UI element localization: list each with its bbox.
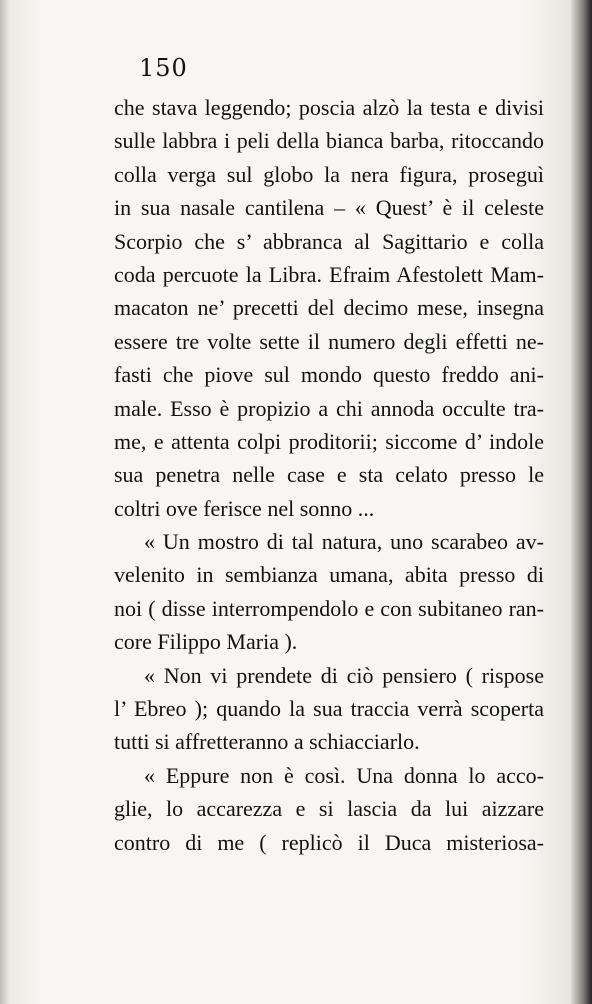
text-line: contro di me ( replicò il Duca misteriosa- — [114, 829, 544, 855]
body-text — [114, 91, 544, 859]
text-line: colla verga sul globo la nera figura, proseguì — [114, 161, 544, 187]
text-line: macaton ne’ precetti del decimo mese, insegna — [114, 295, 544, 321]
text-line: « Un mostro di tal natura, uno scarabeo av- — [144, 529, 544, 555]
text-line: coda percuote la Libra. Efraim Afestolett Mam- — [114, 261, 544, 287]
text-line: male. Esso è propizio a chi annoda occulte tra- — [114, 395, 544, 421]
text-line: core Filippo Maria ). — [114, 629, 298, 655]
text-line: fasti che piove sul mondo questo freddo ani- — [114, 362, 544, 388]
text-line: Scorpio che s’ abbranca al Sagittario e colla — [114, 228, 544, 254]
text-line: in sua nasale cantilena – « Quest’ è il celeste — [114, 195, 544, 221]
text-line: l’ Ebreo ); quando la sua traccia verrà scoperta — [114, 696, 544, 722]
page-number: 150 — [139, 54, 188, 82]
text-line: coltri ove ferisce nel sonno ... — [114, 495, 375, 521]
binding-shadow — [570, 0, 592, 1004]
text-line: sulle labbra i peli della bianca barba, ritoccando — [114, 128, 544, 154]
text-line: essere tre volte sette il numero degli effetti ne- — [114, 328, 544, 354]
text-line: tutti si affretteranno a schiacciarlo. — [114, 729, 420, 755]
text-line: me, e attenta colpi proditorii; siccome d’ indole — [114, 428, 544, 454]
text-line: sua penetra nelle case e sta celato presso le — [114, 462, 544, 488]
page-left-edge — [0, 0, 10, 1004]
text-line: « Eppure non è così. Una donna lo acco- — [144, 762, 544, 788]
text-line: « Non vi prendete di ciò pensiero ( rispose — [144, 662, 544, 688]
text-line: velenito in sembianza umana, abita presso di — [114, 562, 544, 588]
text-line: noi ( disse interrompendolo e con subitaneo ran- — [114, 595, 544, 621]
text-line: glie, lo accarezza e si lascia da lui aizzare — [114, 796, 544, 822]
text-line: che stava leggendo; poscia alzò la testa e divisi — [114, 95, 544, 120]
